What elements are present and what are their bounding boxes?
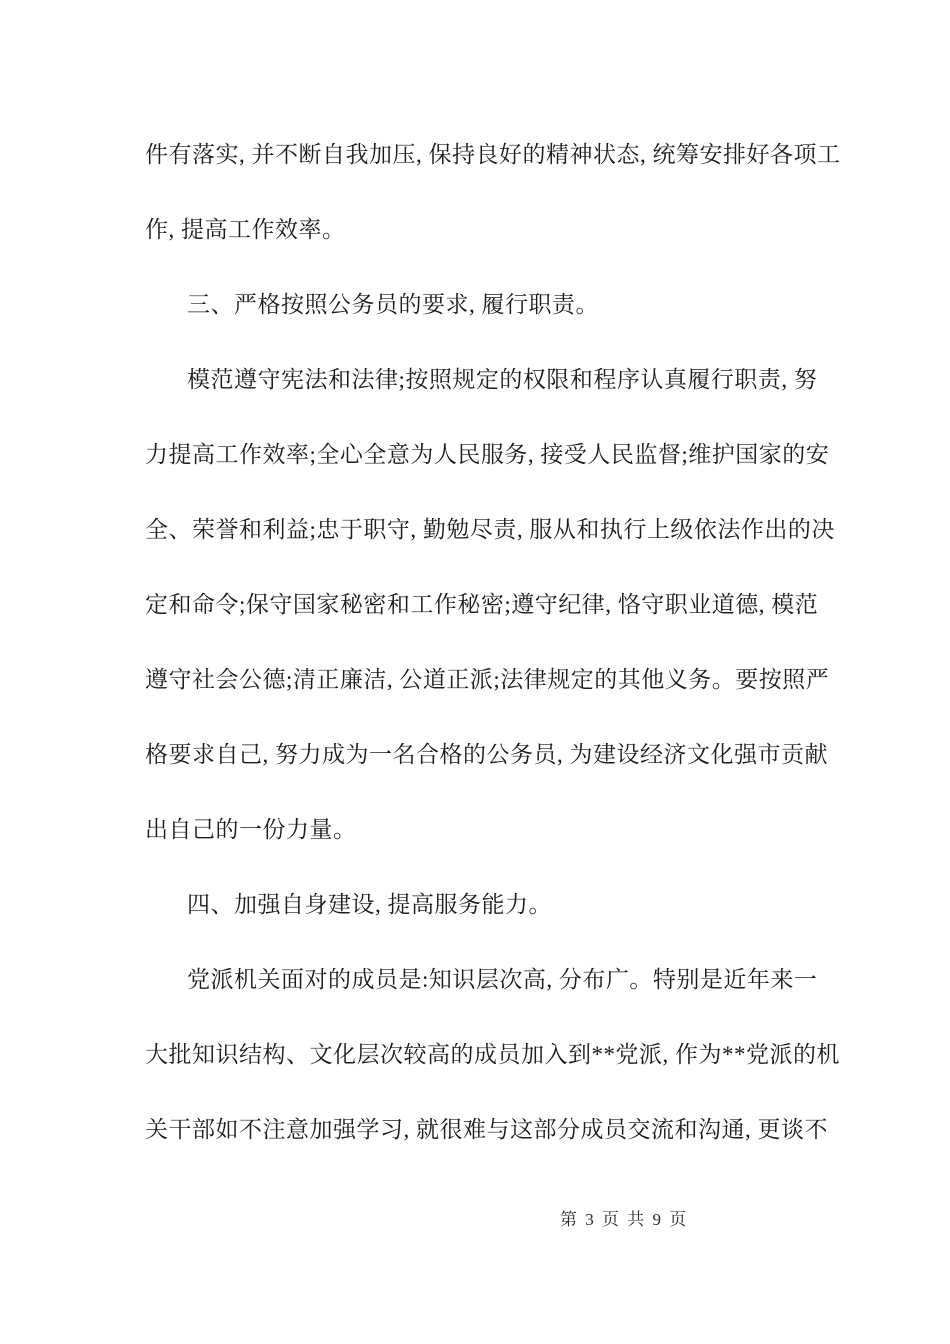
text-line: 定和命令;保守国家秘密和工作秘密;遵守纪律, 恪守职业道德, 模范 (145, 592, 819, 617)
text-line: 大批知识结构、文化层次较高的成员加入到**党派, 作为**党派的机 (145, 1042, 840, 1067)
text-line: 党派机关面对的成员是:知识层次高, 分布广。特别是近年来一 (187, 967, 818, 992)
text-line: 件有落实, 并不断自我加压, 保持良好的精神状态, 统筹安排好各项工 (145, 142, 841, 167)
text-line: 关干部如不注意加强学习, 就很难与这部分成员交流和沟通, 更谈不 (145, 1117, 828, 1142)
text-line: 遵守社会公德;清正廉洁, 公道正派;法律规定的其他义务。要按照严 (145, 667, 830, 692)
text-line: 力提高工作效率;全心全意为人民服务, 接受人民监督;维护国家的安 (145, 442, 830, 467)
text-line: 全、荣誉和利益;忠于职守, 勤勉尽责, 服从和执行上级依法作出的决 (145, 517, 835, 542)
text-line: 四、加强自身建设, 提高服务能力。 (187, 892, 552, 917)
text-line: 三、严格按照公务员的要求, 履行职责。 (187, 292, 599, 317)
page-footer: 第 3 页 共 9 页 (560, 1210, 689, 1229)
text-line: 模范遵守宪法和法律;按照规定的权限和程序认真履行职责, 努 (187, 367, 818, 392)
text-line: 出自己的一份力量。 (145, 817, 357, 842)
text-line: 作, 提高工作效率。 (145, 217, 346, 242)
text-line: 格要求自己, 努力成为一名合格的公务员, 为建设经济文化强市贡献 (145, 742, 828, 767)
document-body (145, 117, 915, 1167)
